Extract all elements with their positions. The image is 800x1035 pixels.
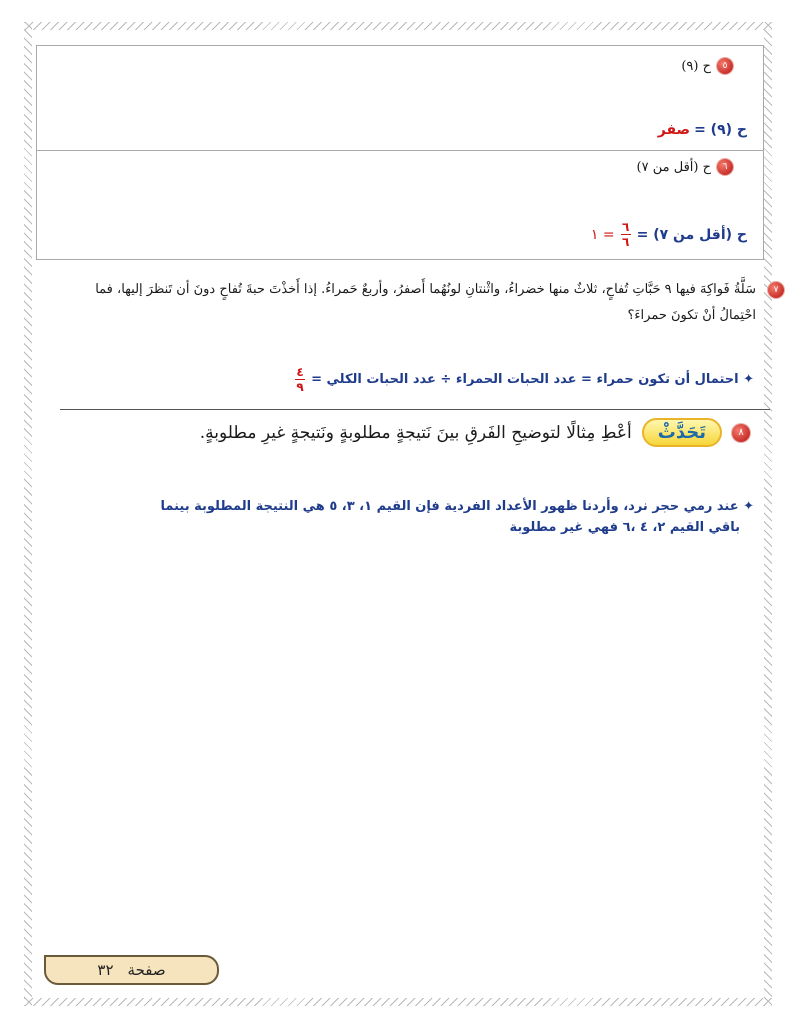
question-5-box xyxy=(36,45,764,150)
question-number-badge: ٥ xyxy=(717,58,733,74)
question-8 xyxy=(200,418,750,447)
answer-5-value: صفر xyxy=(657,122,691,138)
question-6-box xyxy=(36,150,764,260)
answer-8 xyxy=(54,496,754,538)
answer-8-line-1: ✦ عند رمي حجر نرد، وأردنا ظهور الأعداد الفردية فإن القيم ١، ٣، ٥ هي النتيجة المطلوبة بينما xyxy=(160,499,754,514)
page-word: صفحة xyxy=(127,961,166,979)
section-divider xyxy=(60,409,770,410)
question-7-text: سَلَّةُ فَواكِهَ فيها ٩ حَبَّاتِ تُفاحٍ، ثلاثٌ منها خضراءُ، واثْنتانِ لونُهُما أَصفرُ، وأربعٌ حَمراءُ. إذا أَخذْتَ حبةَ تُفاحٍ دونَ أن تَنظرَ إليها، فما احْتِمالُ أنْ تكونَ حمراءَ؟ xyxy=(95,282,756,323)
answer-6-fraction xyxy=(621,221,631,248)
fraction-denominator: ٦ xyxy=(621,235,630,249)
answer-7 xyxy=(293,366,754,393)
question-7 xyxy=(66,277,779,329)
page-number-tab xyxy=(44,955,219,985)
talk-badge: تَحَدَّثْ xyxy=(642,418,722,447)
answer-7-text: ✦ احتمال أن تكون حمراء = عدد الحبات الحمراء ÷ عدد الحبات الكلي = xyxy=(311,372,754,387)
question-6-text: ح (أقل من ٧) xyxy=(636,159,711,175)
answer-7-fraction xyxy=(295,366,305,393)
question-8-text: أعْطِ مِثالًا لتوضيحِ الفَرقِ بينَ نَتيجةٍ مطلوبةٍ ونَتيجةٍ غيرِ مطلوبةٍ. xyxy=(199,422,632,443)
question-5-text: ح (٩) xyxy=(681,58,711,74)
question-number-badge: ٦ xyxy=(717,159,733,175)
answer-6-label: ح (أقل من ٧) = xyxy=(636,226,747,243)
answer-5 xyxy=(658,122,747,138)
answer-5-label: ح (٩) = xyxy=(694,122,747,138)
fraction-numerator: ٤ xyxy=(296,365,304,379)
question-number-badge: ٨ xyxy=(732,424,750,442)
fraction-numerator: ٦ xyxy=(621,220,630,234)
answer-8-line-2: باقي القيم ٢، ٤ ،٦ فهي غير مطلوبة xyxy=(509,520,740,535)
page-number: ٣٢ xyxy=(97,961,114,979)
question-5 xyxy=(681,58,733,74)
answer-6-value: = ١ xyxy=(590,226,615,243)
question-6 xyxy=(637,159,733,175)
answer-6 xyxy=(591,221,747,248)
fraction-denominator: ٩ xyxy=(296,380,304,394)
question-number-badge: ٧ xyxy=(768,282,784,298)
